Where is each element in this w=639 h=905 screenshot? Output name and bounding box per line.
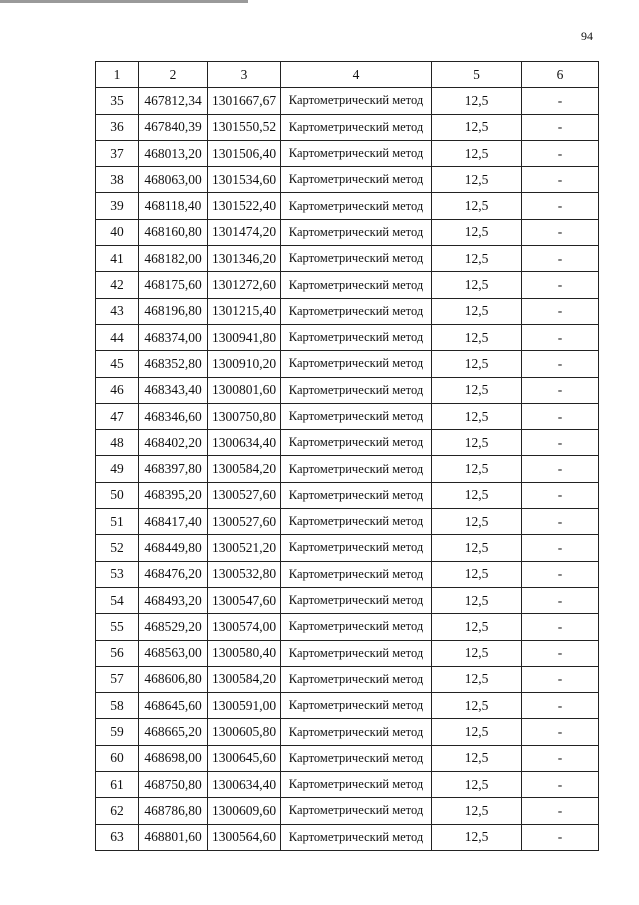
y-coordinate-cell: 1300574,00: [208, 614, 281, 640]
point-number-cell: 35: [96, 88, 139, 114]
point-number-cell: 50: [96, 482, 139, 508]
accuracy-cell: 12,5: [432, 193, 522, 219]
header-cell-y: 3: [208, 62, 281, 88]
description-cell: -: [522, 561, 599, 587]
accuracy-cell: 12,5: [432, 640, 522, 666]
point-number-cell: 59: [96, 719, 139, 745]
header-cell-accuracy: 5: [432, 62, 522, 88]
point-number-cell: 52: [96, 535, 139, 561]
method-cell: Картометрический метод: [281, 640, 432, 666]
accuracy-cell: 12,5: [432, 482, 522, 508]
point-number-cell: 36: [96, 114, 139, 140]
description-cell: -: [522, 509, 599, 535]
x-coordinate-cell: 468160,80: [139, 219, 208, 245]
y-coordinate-cell: 1301534,60: [208, 167, 281, 193]
y-coordinate-cell: 1300527,60: [208, 482, 281, 508]
point-number-cell: 60: [96, 745, 139, 771]
method-cell: Картометрический метод: [281, 772, 432, 798]
y-coordinate-cell: 1301272,60: [208, 272, 281, 298]
table-row: [96, 377, 599, 403]
method-cell: Картометрический метод: [281, 377, 432, 403]
header-cell-x: 2: [139, 62, 208, 88]
method-cell: Картометрический метод: [281, 745, 432, 771]
accuracy-cell: 12,5: [432, 798, 522, 824]
accuracy-cell: 12,5: [432, 219, 522, 245]
accuracy-cell: 12,5: [432, 324, 522, 350]
method-cell: Картометрический метод: [281, 614, 432, 640]
table-row: [96, 114, 599, 140]
accuracy-cell: 12,5: [432, 377, 522, 403]
x-coordinate-cell: 468196,80: [139, 298, 208, 324]
table-row: [96, 219, 599, 245]
method-cell: Картометрический метод: [281, 140, 432, 166]
point-number-cell: 47: [96, 403, 139, 429]
table-row: [96, 324, 599, 350]
accuracy-cell: 12,5: [432, 745, 522, 771]
method-cell: Картометрический метод: [281, 719, 432, 745]
accuracy-cell: 12,5: [432, 772, 522, 798]
header-cell-description: 6: [522, 62, 599, 88]
accuracy-cell: 12,5: [432, 114, 522, 140]
y-coordinate-cell: 1300584,20: [208, 666, 281, 692]
method-cell: Картометрический метод: [281, 298, 432, 324]
x-coordinate-cell: 468397,80: [139, 456, 208, 482]
table-row: [96, 745, 599, 771]
accuracy-cell: 12,5: [432, 140, 522, 166]
table-row: [96, 587, 599, 613]
y-coordinate-cell: 1301215,40: [208, 298, 281, 324]
method-cell: Картометрический метод: [281, 561, 432, 587]
x-coordinate-cell: 468786,80: [139, 798, 208, 824]
table-row: [96, 193, 599, 219]
description-cell: -: [522, 324, 599, 350]
method-cell: Картометрический метод: [281, 219, 432, 245]
table-row: [96, 272, 599, 298]
method-cell: Картометрический метод: [281, 509, 432, 535]
accuracy-cell: 12,5: [432, 693, 522, 719]
x-coordinate-cell: 467812,34: [139, 88, 208, 114]
method-cell: Картометрический метод: [281, 824, 432, 850]
table-row: [96, 167, 599, 193]
point-number-cell: 45: [96, 351, 139, 377]
description-cell: -: [522, 666, 599, 692]
description-cell: -: [522, 351, 599, 377]
table-row: [96, 403, 599, 429]
method-cell: Картометрический метод: [281, 246, 432, 272]
description-cell: -: [522, 456, 599, 482]
y-coordinate-cell: 1301522,40: [208, 193, 281, 219]
table-row: [96, 456, 599, 482]
description-cell: -: [522, 219, 599, 245]
table-row: [96, 614, 599, 640]
point-number-cell: 53: [96, 561, 139, 587]
scan-edge-line: [0, 0, 248, 3]
method-cell: Картометрический метод: [281, 456, 432, 482]
point-number-cell: 62: [96, 798, 139, 824]
y-coordinate-cell: 1300941,80: [208, 324, 281, 350]
description-cell: -: [522, 719, 599, 745]
y-coordinate-cell: 1300910,20: [208, 351, 281, 377]
point-number-cell: 37: [96, 140, 139, 166]
y-coordinate-cell: 1300521,20: [208, 535, 281, 561]
description-cell: -: [522, 88, 599, 114]
description-cell: -: [522, 772, 599, 798]
y-coordinate-cell: 1300605,80: [208, 719, 281, 745]
method-cell: Картометрический метод: [281, 114, 432, 140]
table-row: [96, 824, 599, 850]
accuracy-cell: 12,5: [432, 824, 522, 850]
point-number-cell: 51: [96, 509, 139, 535]
table-body: [96, 88, 599, 851]
description-cell: -: [522, 798, 599, 824]
point-number-cell: 61: [96, 772, 139, 798]
point-number-cell: 44: [96, 324, 139, 350]
point-number-cell: 46: [96, 377, 139, 403]
description-cell: -: [522, 114, 599, 140]
accuracy-cell: 12,5: [432, 298, 522, 324]
y-coordinate-cell: 1300634,40: [208, 772, 281, 798]
description-cell: -: [522, 403, 599, 429]
x-coordinate-cell: 468476,20: [139, 561, 208, 587]
x-coordinate-cell: 468417,40: [139, 509, 208, 535]
x-coordinate-cell: 468645,60: [139, 693, 208, 719]
x-coordinate-cell: 468346,60: [139, 403, 208, 429]
description-cell: -: [522, 272, 599, 298]
table-row: [96, 693, 599, 719]
accuracy-cell: 12,5: [432, 403, 522, 429]
y-coordinate-cell: 1300532,80: [208, 561, 281, 587]
table-row: [96, 561, 599, 587]
point-number-cell: 63: [96, 824, 139, 850]
description-cell: -: [522, 535, 599, 561]
header-cell-point-number: 1: [96, 62, 139, 88]
table-row: [96, 509, 599, 535]
description-cell: -: [522, 430, 599, 456]
method-cell: Картометрический метод: [281, 666, 432, 692]
accuracy-cell: 12,5: [432, 88, 522, 114]
method-cell: Картометрический метод: [281, 167, 432, 193]
method-cell: Картометрический метод: [281, 324, 432, 350]
point-number-cell: 54: [96, 587, 139, 613]
y-coordinate-cell: 1300634,40: [208, 430, 281, 456]
point-number-cell: 58: [96, 693, 139, 719]
table-row: [96, 351, 599, 377]
x-coordinate-cell: 468118,40: [139, 193, 208, 219]
description-cell: -: [522, 614, 599, 640]
accuracy-cell: 12,5: [432, 430, 522, 456]
x-coordinate-cell: 468374,00: [139, 324, 208, 350]
method-cell: Картометрический метод: [281, 693, 432, 719]
method-cell: Картометрический метод: [281, 193, 432, 219]
method-cell: Картометрический метод: [281, 482, 432, 508]
point-number-cell: 41: [96, 246, 139, 272]
x-coordinate-cell: 468013,20: [139, 140, 208, 166]
description-cell: -: [522, 377, 599, 403]
accuracy-cell: 12,5: [432, 272, 522, 298]
x-coordinate-cell: 468352,80: [139, 351, 208, 377]
y-coordinate-cell: 1300591,00: [208, 693, 281, 719]
point-number-cell: 56: [96, 640, 139, 666]
table-row: [96, 772, 599, 798]
point-number-cell: 40: [96, 219, 139, 245]
coordinates-table: [95, 61, 599, 851]
x-coordinate-cell: 467840,39: [139, 114, 208, 140]
point-number-cell: 42: [96, 272, 139, 298]
method-cell: Картометрический метод: [281, 798, 432, 824]
description-cell: -: [522, 193, 599, 219]
x-coordinate-cell: 468175,60: [139, 272, 208, 298]
x-coordinate-cell: 468665,20: [139, 719, 208, 745]
description-cell: -: [522, 140, 599, 166]
description-cell: -: [522, 640, 599, 666]
point-number-cell: 38: [96, 167, 139, 193]
description-cell: -: [522, 167, 599, 193]
description-cell: -: [522, 824, 599, 850]
x-coordinate-cell: 468698,00: [139, 745, 208, 771]
x-coordinate-cell: 468606,80: [139, 666, 208, 692]
y-coordinate-cell: 1300584,20: [208, 456, 281, 482]
y-coordinate-cell: 1300645,60: [208, 745, 281, 771]
table-row: [96, 88, 599, 114]
accuracy-cell: 12,5: [432, 614, 522, 640]
table-header-row: [96, 62, 599, 88]
x-coordinate-cell: 468563,00: [139, 640, 208, 666]
point-number-cell: 39: [96, 193, 139, 219]
y-coordinate-cell: 1301550,52: [208, 114, 281, 140]
description-cell: -: [522, 745, 599, 771]
table-row: [96, 298, 599, 324]
accuracy-cell: 12,5: [432, 456, 522, 482]
method-cell: Картометрический метод: [281, 587, 432, 613]
x-coordinate-cell: 468182,00: [139, 246, 208, 272]
method-cell: Картометрический метод: [281, 535, 432, 561]
table-row: [96, 640, 599, 666]
x-coordinate-cell: 468063,00: [139, 167, 208, 193]
y-coordinate-cell: 1301667,67: [208, 88, 281, 114]
y-coordinate-cell: 1301506,40: [208, 140, 281, 166]
y-coordinate-cell: 1300750,80: [208, 403, 281, 429]
description-cell: -: [522, 298, 599, 324]
y-coordinate-cell: 1300564,60: [208, 824, 281, 850]
method-cell: Картометрический метод: [281, 88, 432, 114]
y-coordinate-cell: 1300580,40: [208, 640, 281, 666]
x-coordinate-cell: 468449,80: [139, 535, 208, 561]
x-coordinate-cell: 468402,20: [139, 430, 208, 456]
table-row: [96, 430, 599, 456]
point-number-cell: 48: [96, 430, 139, 456]
table-row: [96, 140, 599, 166]
table-row: [96, 246, 599, 272]
page-number: 94: [581, 29, 593, 43]
y-coordinate-cell: 1300547,60: [208, 587, 281, 613]
table-row: [96, 482, 599, 508]
method-cell: Картометрический метод: [281, 272, 432, 298]
point-number-cell: 49: [96, 456, 139, 482]
table-row: [96, 719, 599, 745]
accuracy-cell: 12,5: [432, 719, 522, 745]
x-coordinate-cell: 468801,60: [139, 824, 208, 850]
y-coordinate-cell: 1301474,20: [208, 219, 281, 245]
x-coordinate-cell: 468529,20: [139, 614, 208, 640]
accuracy-cell: 12,5: [432, 666, 522, 692]
accuracy-cell: 12,5: [432, 535, 522, 561]
method-cell: Картометрический метод: [281, 403, 432, 429]
accuracy-cell: 12,5: [432, 167, 522, 193]
point-number-cell: 57: [96, 666, 139, 692]
method-cell: Картометрический метод: [281, 351, 432, 377]
x-coordinate-cell: 468750,80: [139, 772, 208, 798]
description-cell: -: [522, 482, 599, 508]
table-row: [96, 535, 599, 561]
x-coordinate-cell: 468493,20: [139, 587, 208, 613]
header-cell-method: 4: [281, 62, 432, 88]
x-coordinate-cell: 468395,20: [139, 482, 208, 508]
accuracy-cell: 12,5: [432, 509, 522, 535]
accuracy-cell: 12,5: [432, 561, 522, 587]
description-cell: -: [522, 246, 599, 272]
table-row: [96, 798, 599, 824]
accuracy-cell: 12,5: [432, 246, 522, 272]
table-row: [96, 666, 599, 692]
point-number-cell: 43: [96, 298, 139, 324]
description-cell: -: [522, 587, 599, 613]
description-cell: -: [522, 693, 599, 719]
y-coordinate-cell: 1300609,60: [208, 798, 281, 824]
accuracy-cell: 12,5: [432, 587, 522, 613]
x-coordinate-cell: 468343,40: [139, 377, 208, 403]
method-cell: Картометрический метод: [281, 430, 432, 456]
point-number-cell: 55: [96, 614, 139, 640]
y-coordinate-cell: 1300801,60: [208, 377, 281, 403]
accuracy-cell: 12,5: [432, 351, 522, 377]
y-coordinate-cell: 1301346,20: [208, 246, 281, 272]
y-coordinate-cell: 1300527,60: [208, 509, 281, 535]
